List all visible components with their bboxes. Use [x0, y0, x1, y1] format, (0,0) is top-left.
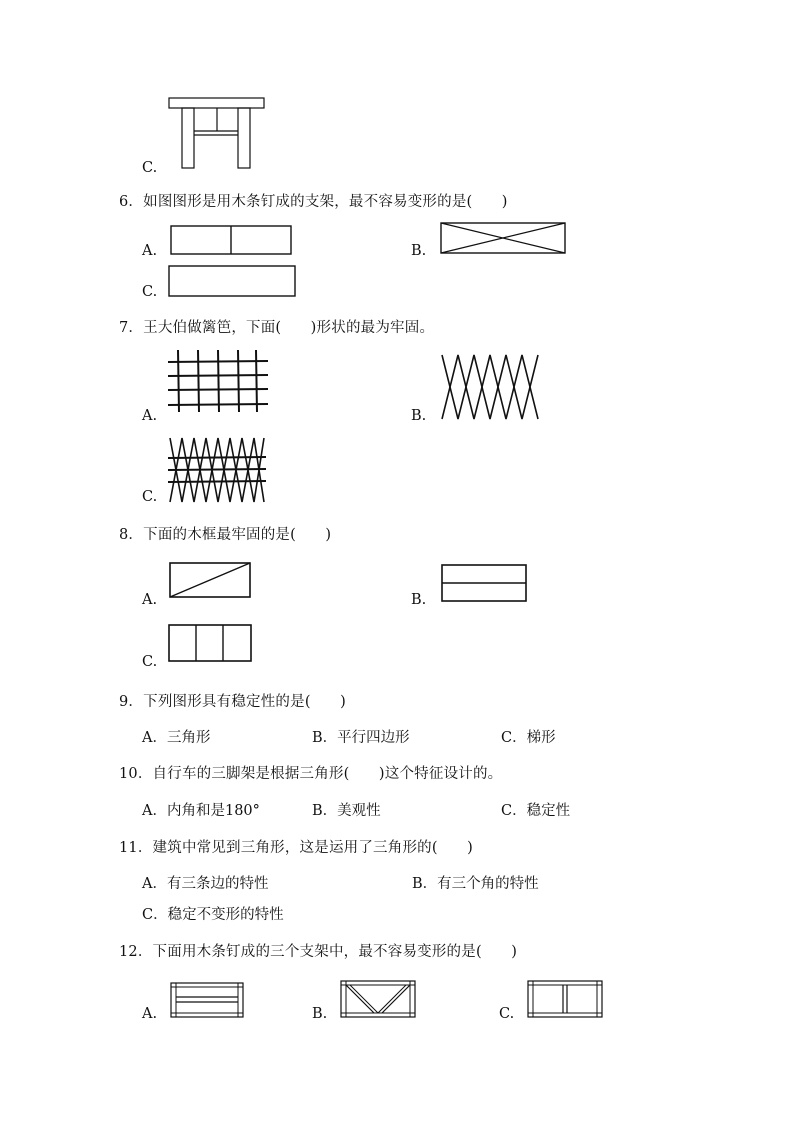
q7-option-b-cross-fence	[440, 353, 540, 421]
q7-option-a-grid-fence	[168, 350, 272, 414]
q10-option-b: B．美观性	[312, 803, 381, 819]
q5-option-c-label: C.	[142, 160, 158, 176]
q12-option-a-frame	[170, 981, 246, 1021]
q6-option-c-label: C.	[142, 284, 158, 300]
q8-option-c-frame	[168, 624, 254, 664]
q12-option-b-label: B.	[312, 1006, 328, 1022]
q8-option-a-frame	[169, 562, 253, 600]
q11-option-c: C．稳定不变形的特性	[142, 907, 284, 923]
question-6-text: 6．如图图形是用木条钉成的支架，最不容易变形的是( )	[119, 194, 508, 210]
q9-option-a: A．三角形	[142, 730, 211, 746]
q12-option-a-label: A.	[142, 1006, 158, 1022]
question-11-text: 11．建筑中常见到三角形，这是运用了三角形的( )	[119, 840, 473, 856]
q6-option-b-figure	[440, 222, 568, 256]
q5-stool-figure	[165, 95, 270, 175]
q7-option-a-label: A.	[142, 408, 158, 424]
q10-option-a: A．内角和是180°	[142, 803, 260, 819]
q11-option-b: B．有三个角的特性	[412, 876, 539, 892]
q6-option-b-label: B.	[411, 243, 427, 259]
q6-option-c-figure	[168, 265, 298, 299]
q7-option-b-label: B.	[411, 408, 427, 424]
q7-option-c-label: C.	[142, 489, 158, 505]
q7-option-c-mixed-fence	[168, 436, 268, 504]
q11-option-a: A．有三条边的特性	[142, 876, 269, 892]
q12-option-b-frame	[340, 979, 418, 1021]
q9-option-b: B．平行四边形	[312, 730, 410, 746]
question-12-text: 12．下面用木条钉成的三个支架中，最不容易变形的是( )	[119, 944, 518, 960]
q6-option-a-figure	[170, 225, 294, 257]
question-8-text: 8．下面的木框最牢固的是( )	[119, 527, 332, 543]
q8-option-a-label: A.	[142, 592, 158, 608]
q12-option-c-label: C.	[499, 1006, 515, 1022]
q12-option-c-frame	[527, 979, 605, 1021]
question-10-text: 10．自行车的三脚架是根据三角形( )这个特征设计的。	[119, 766, 503, 782]
q8-option-c-label: C.	[142, 654, 158, 670]
question-7-text: 7．王大伯做篱笆，下面( )形状的最为牢固。	[119, 320, 435, 336]
question-9-text: 9．下列图形具有稳定性的是( )	[119, 694, 346, 710]
q6-option-a-label: A.	[142, 243, 158, 259]
q9-option-c: C．梯形	[501, 730, 556, 746]
q10-option-c: C．稳定性	[501, 803, 571, 819]
q8-option-b-label: B.	[411, 592, 427, 608]
q8-option-b-frame	[441, 564, 529, 604]
